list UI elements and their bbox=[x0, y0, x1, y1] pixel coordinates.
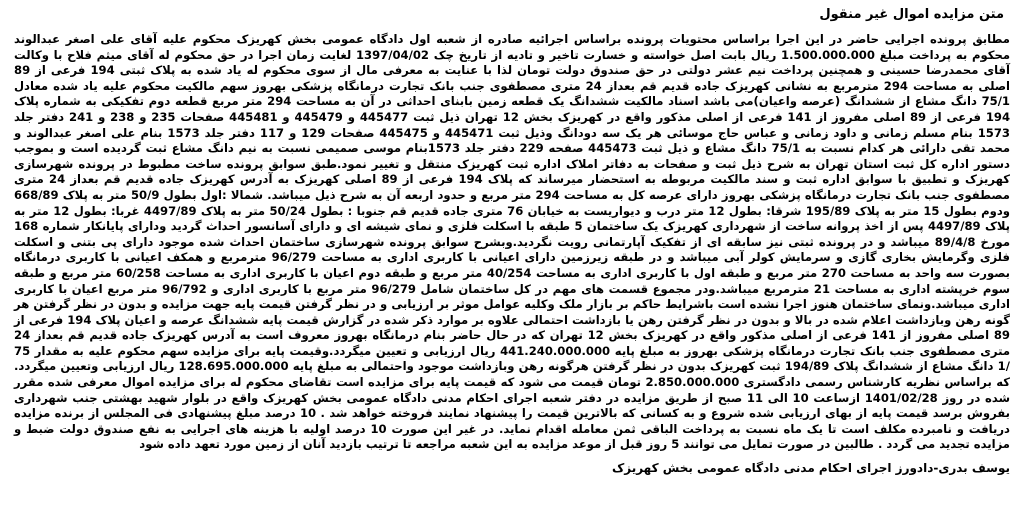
auction-notice bbox=[12, 4, 1012, 526]
notice-signature: یوسف بدری-دادورز اجرای احکام مدنی دادگاه عمومی بخش کهریزک bbox=[611, 461, 1010, 476]
notice-title: متن مزایده اموال غیر منقول bbox=[819, 7, 1004, 22]
notice-body-text: مطابق پرونده اجرایی حاضر در این اجرا براساس محتویات پرونده براساس اجرائیه صادره از شعبه اول دادگاه عمومی بخش کهریزک محکوم علیه آقای علی اصغر عبدالوند محکوم به پرداخت مبلغ 1.500.000.000 ریال بابت اصل خواسته و خسارت تاخیر و تادیه از تاریخ چک 1397/04/02 لغایت زمان اجرا در حق محکوم له آقای میثم فلاح با وکالت آقای محمدرضا حسینی و همچنین پرداخت نیم عشر دولتی در حق صندوق دولت تومان لذا با عنایت به معرفی مال از سوی محکوم له یاد شده به پلاک ثبتی 194 فرعی از 89 اصلی به مساحت 294 مترمربع به نشانی کهریزک جاده قدیم قم بعداز 24 متری مصطفوی جنب بانک تجارت درمانگاه پزشکی بهروز سهم مالکیت محکوم علیه یاد شده معادل 75/1 دانگ مشاع از ششدانگ (عرصه واعیان)می باشد اسناد مالکیت ششدانگ یک قطعه زمین بابنای احداثی در آن به مساحت 294 متر مربع قطعه دوم تفکیکی به شماره پلاک 194 فرعی از 89 اصلی مفروز از 141 فرعی از اصلی مذکور واقع در کهریزک بخش 12 تهران ذیل ثبت 445477 و 445479 و 445481 صفحات 235 و 238 و 241 دفتر جلد 1573 بنام مسلم زمانی و داود زمانی و عباس حاج موسائی هر یک سه دودانگ وذیل ثبت 445471 و 445475 صفحات 129 و 117 دفتر جلد 1573 بنام علی اصغر عبدالوند و محمد تقی دارائی هر کدام نسبت به 75/1 دانگ مشاع و ذیل ثبت 445473 صفحه 229 دفتر جلد 1573بنام موسی صمیمی نسبت به نیم دانگ مشاع ثبت گردیده است و بموجب دستور اداره کل ثبت استان تهران به شرح ذیل ثبت و صفحات به دفاتر املاک اداره ثبت کهریزک منتقل و تغییر نمود.طبق سوابق پرونده ساخت مطبوط در پرونده شهرسازی کهریزک و تطبیق با سوابق اداره ثبت و سند مالکیت مربوطه به استحضار میرساند که پلاک 194 فرعی از 89 اصلی کهریزک به آدرس کهریزک جاده قدیم قم بعداز 24 متری مصطفوی جنب بانک تجارت درمانگاه پزشکی بهروز دارای عرصه کل به مساحت 294 متر مربع و حدود اربعه آن به شرح ذیل میباشد. شمالا :اول بطول 50/9 متر به پلاک 668/89 ودوم بطول 15 متر به پلاک 195/89 شرقا: بطول 12 متر درب و دیواریست به خیابان 76 متری جاده قدیم قم جنوبا : بطول 50/24 متر به پلاک 4497/89 غربا: بطول 12 متر به پلاک 4497/89 پس از اخذ پروانه ساخت از شهرداری کهریزک یک ساختمان 5 طبقه با اسکلت فلزی و نمای شیشه ای و دارای آسانسور احداث گردید ودارای پایانکار شماره 168 مورخ 89/4/8 میباشد و در پرونده ثبتی نیز سابقه ای از تفکیک آپارتمانی رویت نگردید.وبشرح سوابق پرونده شهرسازی ساختمان احداث شده موجود دارای پی بتنی و اسکلت فلزی وگرمایش بخاری گازی و سرمایش کولر آبی میباشد و در طبقه زیرزمین دارای اعیانی با کاربری اداری به مساحت 96/279 مترمربع و همکف اعیانی با کاربری درمانگاه بصورت سه واحد به مساحت 270 متر مربع و طبقه اول با کاربری اداری به مساحت 40/254 متر مربع و طبقه دوم اعیان با کاربری اداری به مساحت 60/258 متر مربع و طبقه سوم خرپشته اداری به مساحت 21 مترمربع میباشد.ودر مجموع قسمت های مهم در کل ساختمان شامل 96/279 متر مربع با کاربری اداری و 96/792 متر مربع اعیان با کاربری اداری میباشد.ونمای ساختمان هنوز اجرا نشده است باشرایط حاکم بر بازار ملک وکلیه عوامل موثر بر ارزیابی و در نظر گرفتن قیمت پایه جهت مزایده و بدون در نظر گرفتن هر گونه رهن وبازداشت اعلام شده در بالا و بدون در نظر گرفتن رهن یا بازداشت احتمالی علاوه بر موارد ذکر شده در گزارش قیمت پایه ششدانگ عرصه و اعیان پلاک 194 فرعی از 89 اصلی مفروز از 141 فرعی از اصلی مذکور واقع در کهریزک بخش 12 تهران که در حال حاضر بنام درمانگاه بهروز معروف است به آدرس کهریزک جاده قدیم قم بعداز 24 متری مصطفوی جنب بانک تجارت درمانگاه پزشکی بهروز به مبلغ پایه 441.240.000.000 ریال ارزیابی و تعیین میگردد.وقیمت پایه برای مزایده سهم محکوم علیه به مقدار 75 /1 دانگ مشاع از ششدانگ پلاک 194/89 ثبت کهریزک بدون در نظر گرفتن هرگونه رهن وبازداشت موجود واحتمالی به مبلغ پایه 128.695.000.000 ریال ارزیابی وتعیین میگردد. که براساس نظریه کارشناس رسمی دادگستری 2.850.000.000 تومان قیمت می شود که قیمت پایه برای مزایده است تقاضای محکوم له برای مزایده اموال معرفی شده مقرر شده در روز 1401/02/28 ازساعت 10 الی 11 صبح از طریق مزایده در دفتر شعبه اجرای احکام مدنی دادگاه عمومی بخش کهریزک واقع در بلوار شهید بهشتی جنب شهرداری بفروش برسد قیمت پایه از بهای ارزیابی شده شروع و به کسانی که بالاترین قیمت را پیشنهاد نمایند فروخته خواهد شد . 10 درصد مبلغ پیشنهادی فی المجلس از برنده مزایده دریافت و نامبرده مکلف است تا یک ماه نسبت به پرداخت الباقی ثمن معامله اقدام نماید. در غیر این صورت 10 درصد اولیه با هزینه های اجرایی به نفع صندوق دولت ضبط و مزایده تجدید می گردد . طالبین در صورت تمایل می توانند 5 روز قبل از موعد مزایده به این شعبه مراجعه تا ترتیب بازدید آنان از زمین مورد تعهد داده شود bbox=[14, 32, 1011, 452]
